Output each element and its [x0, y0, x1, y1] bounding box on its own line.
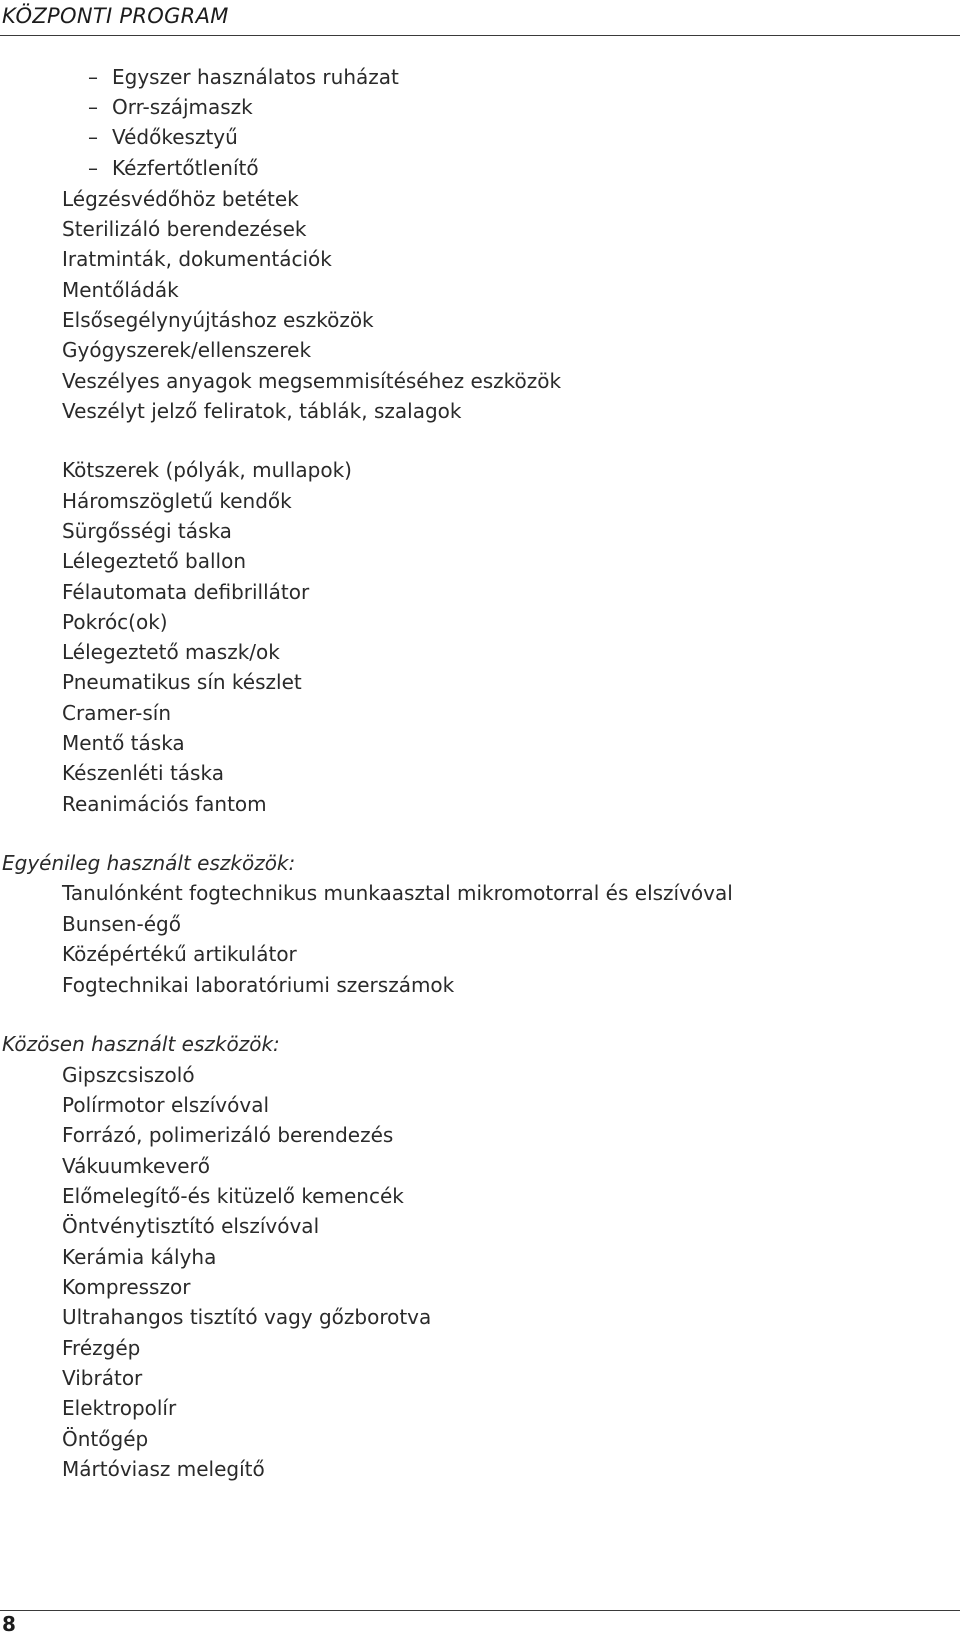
list-item: Pokróc(ok) [62, 610, 168, 634]
header-title: KÖZPONTI PROGRAM [2, 4, 229, 28]
list-item: Készenléti táska [62, 761, 224, 785]
list-item: Védőkesztyű [112, 125, 238, 149]
list-item: Pneumatikus sín készlet [62, 670, 302, 694]
list-item: Ultrahangos tisztító vagy gőzborotva [62, 1305, 432, 1329]
page-number: 8 [2, 1612, 16, 1636]
list-dash: – [88, 156, 98, 180]
list-item: Sürgősségi táska [62, 519, 232, 543]
list-item: Lélegeztető ballon [62, 549, 247, 573]
list-item: Elektropolír [62, 1396, 177, 1420]
list-dash: – [88, 95, 98, 119]
list-item: Bunsen-égő [62, 912, 181, 936]
list-item: Gipszcsiszoló [62, 1063, 195, 1087]
list-item: Kompresszor [62, 1275, 191, 1299]
list-dash: – [88, 125, 98, 149]
list-item: Frézgép [62, 1336, 141, 1360]
list-item: Lélegeztető maszk/ok [62, 640, 280, 664]
list-item: Vibrátor [62, 1366, 143, 1390]
list-item: Reanimációs fantom [62, 792, 267, 816]
list-item: Veszélyt jelző feliratok, táblák, szalagok [62, 399, 462, 423]
list-item: Egyszer használatos ruházat [112, 65, 399, 89]
section-heading: Egyénileg használt eszközök: [2, 851, 296, 875]
list-item: Orr-szájmaszk [112, 95, 253, 119]
list-item: Fogtechnikai laboratóriumi szerszámok [62, 973, 455, 997]
header-divider [0, 35, 960, 36]
section-heading: Közösen használt eszközök: [2, 1032, 280, 1056]
list-item: Mentő táska [62, 731, 185, 755]
list-item: Előmelegítő-és kitüzelő kemencék [62, 1184, 404, 1208]
list-item: Mártóviasz melegítő [62, 1457, 265, 1481]
list-dash: – [88, 65, 98, 89]
list-item: Középértékű artikulátor [62, 942, 297, 966]
list-item: Cramer-sín [62, 701, 172, 725]
list-item: Elsősegélynyújtáshoz eszközök [62, 308, 374, 332]
list-item: Öntvénytisztító elszívóval [62, 1214, 320, 1238]
list-item: Háromszögletű kendők [62, 489, 292, 513]
list-item: Légzésvédőhöz betétek [62, 187, 299, 211]
list-item: Kötszerek (pólyák, mullapok) [62, 458, 352, 482]
list-item: Kézfertőtlenítő [112, 156, 259, 180]
list-item: Mentőládák [62, 278, 179, 302]
list-item: Iratminták, dokumentációk [62, 247, 332, 271]
list-item: Tanulónként fogtechnikus munkaasztal mikromotorral és elszívóval [62, 881, 733, 905]
list-item: Öntőgép [62, 1427, 149, 1451]
list-item: Félautomata defibrillátor [62, 580, 310, 604]
list-item: Kerámia kályha [62, 1245, 217, 1269]
footer-divider [0, 1610, 960, 1611]
list-item: Polírmotor elszívóval [62, 1093, 270, 1117]
list-item: Veszélyes anyagok megsemmisítéséhez eszközök [62, 369, 562, 393]
list-item: Forrázó, polimerizáló berendezés [62, 1123, 394, 1147]
list-item: Gyógyszerek/ellenszerek [62, 338, 312, 362]
list-item: Vákuumkeverő [62, 1154, 210, 1178]
list-item: Sterilizáló berendezések [62, 217, 307, 241]
